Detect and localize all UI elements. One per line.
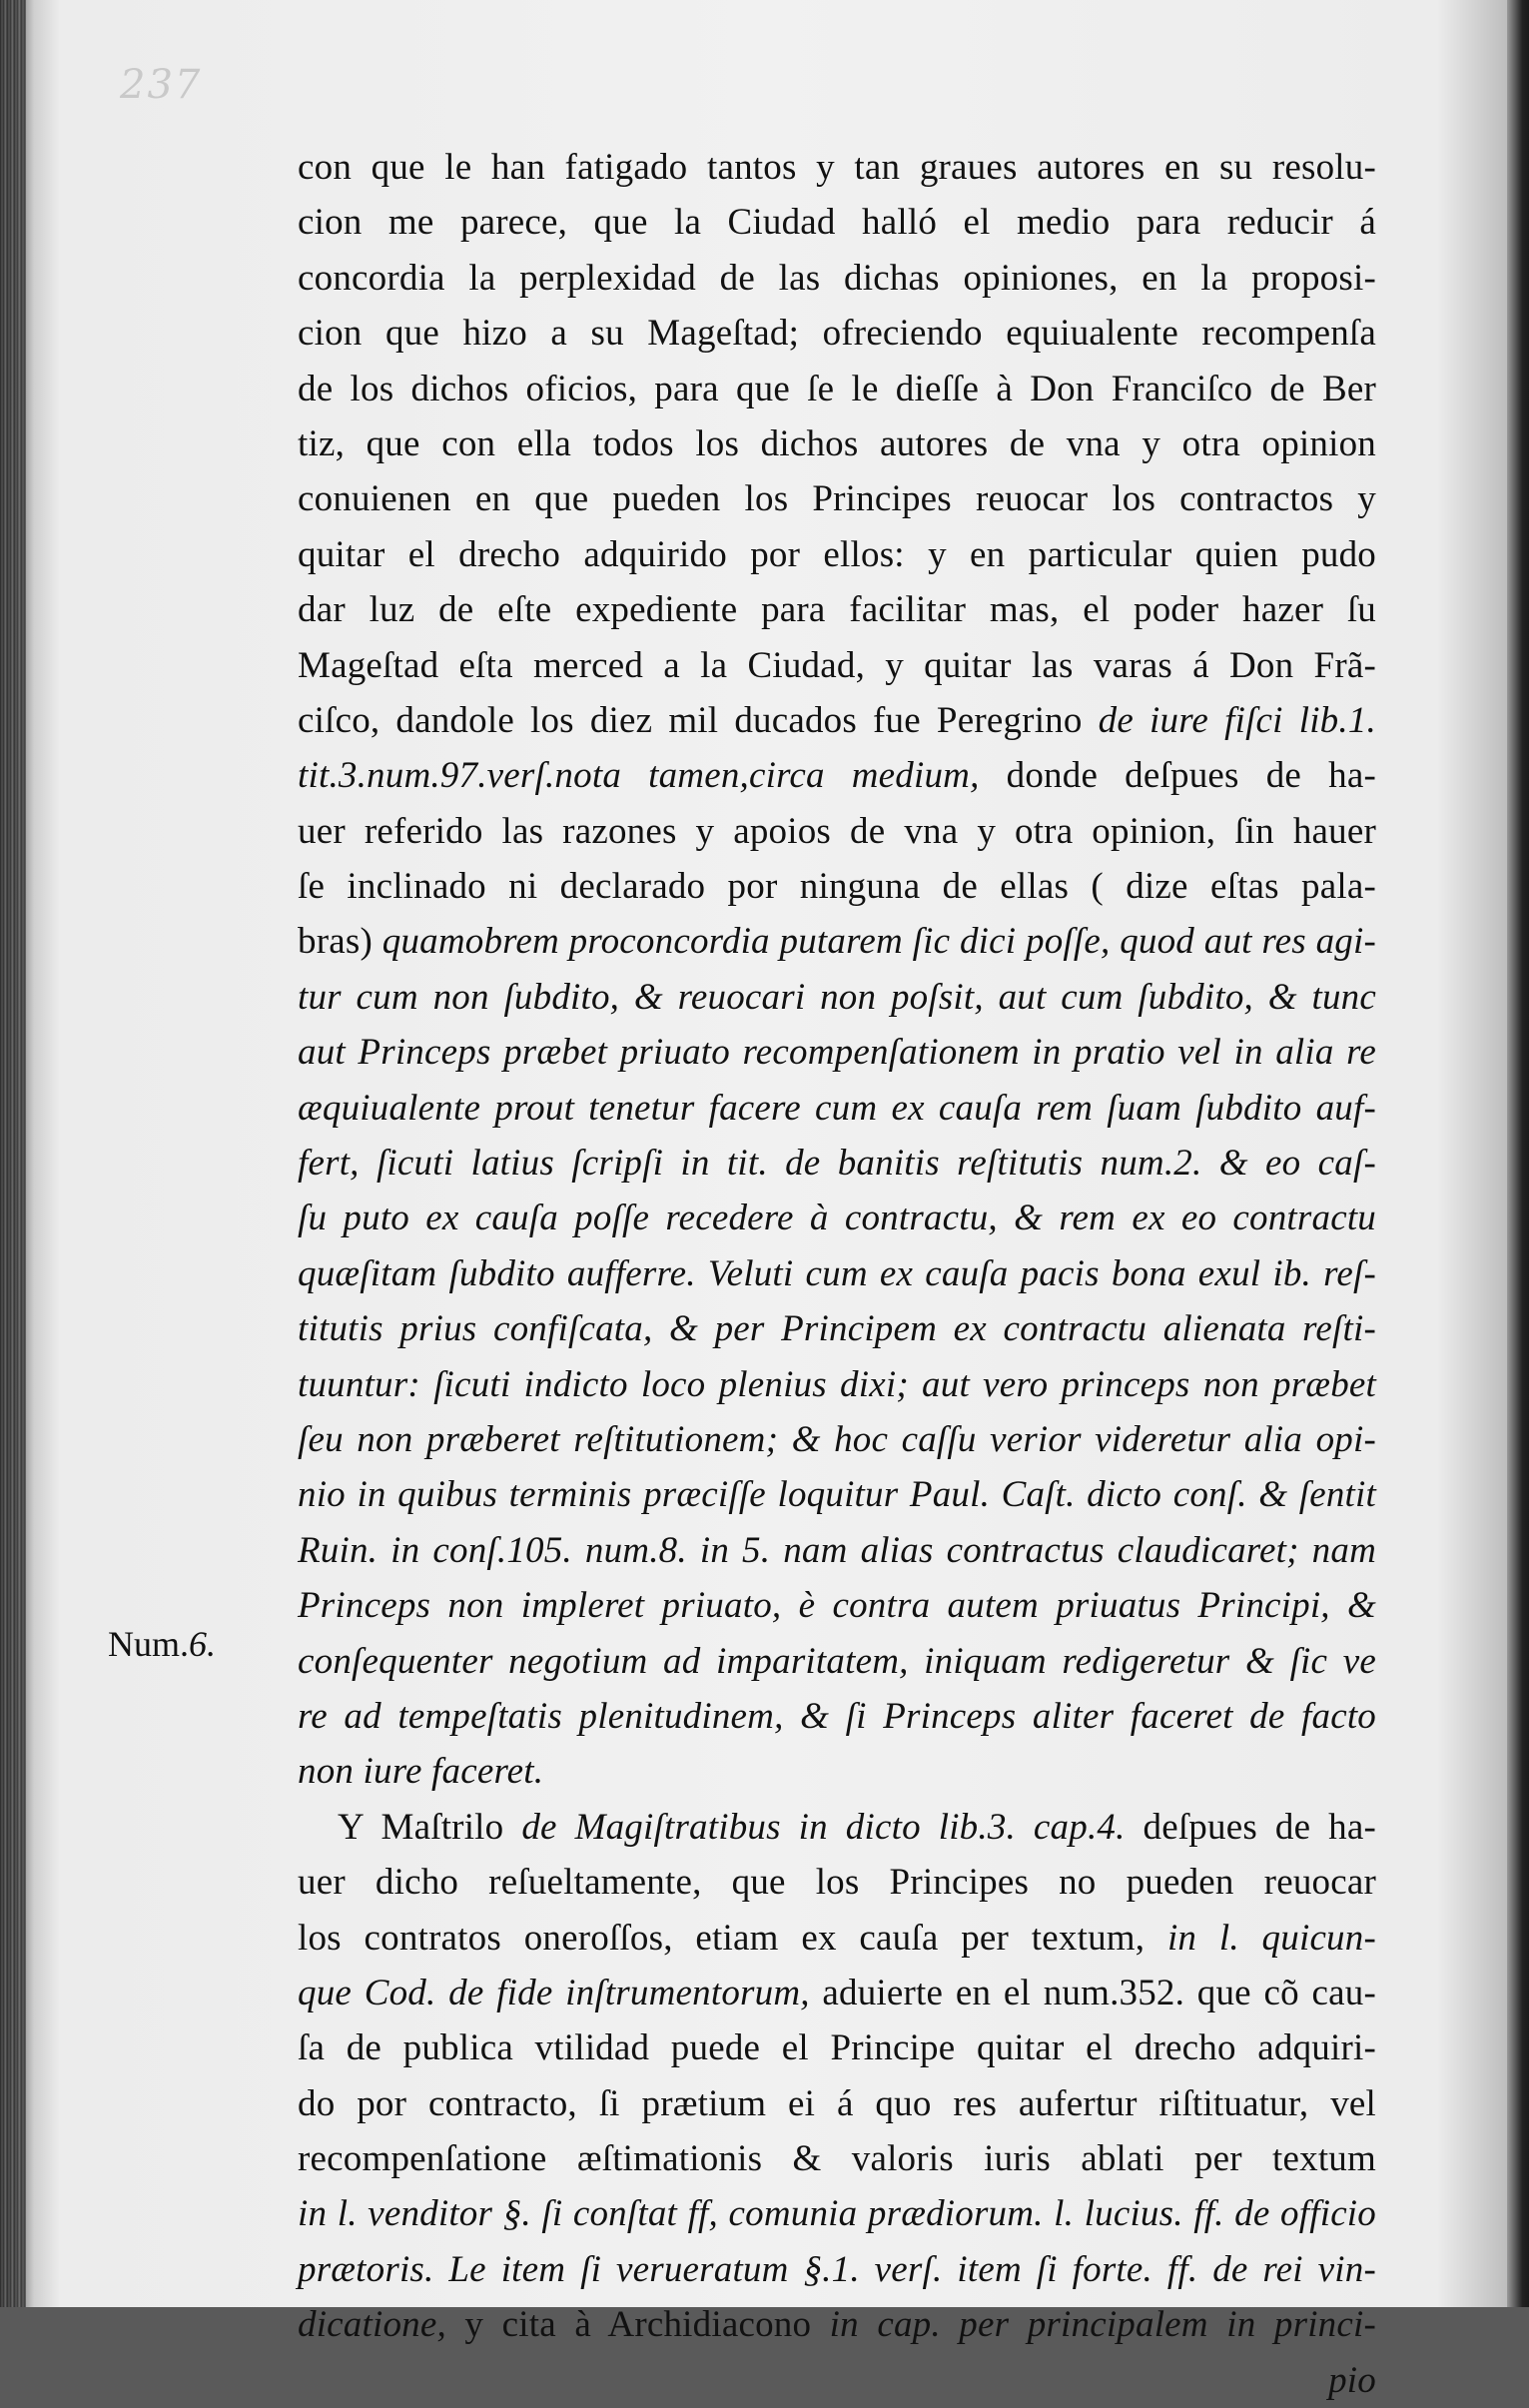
text-line <box>298 638 1376 693</box>
italic-text-segment: conſequenter negotium ad imparitatem, iniquam redigeretur & ſic ve <box>298 1640 1376 1682</box>
italic-text-segment: in cap. per principalem in princi- <box>829 2304 1376 2346</box>
marginal-note <box>108 1623 216 1665</box>
text-line <box>298 748 1376 803</box>
italic-text-segment: de Magiſtratibus in dicto lib.3. cap.4. <box>521 1806 1126 1848</box>
text-line <box>298 2297 1376 2352</box>
text-line <box>298 416 1376 471</box>
text-segment: dar luz de eſte expediente para facilitar mas, el poder hazer ſu <box>298 589 1376 631</box>
marginal-note-number: 6. <box>189 1624 216 1664</box>
text-line <box>298 2020 1376 2075</box>
text-segment: uer referido las razones y apoios de vna y otra opinion, ſin hauer <box>298 810 1376 852</box>
italic-text-segment: pio <box>1328 2359 1376 2401</box>
text-line <box>298 1634 1376 1689</box>
text-segment: y cita à Archidiacono <box>445 2304 830 2346</box>
text-line <box>298 1025 1376 1080</box>
italic-text-segment: que Cod. de fide inſtrumentorum, <box>298 1972 810 2013</box>
italic-text-segment: quamobrem proconcordia putarem ſic dici poſſe, quod aut res agi- <box>382 921 1376 963</box>
italic-text-segment: in l. venditor §. ſi conſtat ff, comunia prædiorum. l. lucius. ff. de officio <box>298 2193 1376 2235</box>
italic-text-segment: aut Princeps præbet priuato recompenſationem in pratio vel in alia re <box>298 1032 1376 1074</box>
text-line <box>298 1800 1376 1855</box>
italic-text-segment: dicatione, <box>298 2304 446 2346</box>
italic-text-segment: ſeu non præberet reſtitutionem; & hoc caſſu verior videretur alia opi- <box>298 1418 1376 1460</box>
text-line <box>298 1966 1376 2020</box>
text-line <box>298 804 1376 859</box>
italic-text-segment: ſu puto ex cauſa poſſe recedere à contractu, & rem ex eo contractu <box>298 1198 1376 1239</box>
text-line <box>298 527 1376 582</box>
text-line <box>298 1523 1376 1578</box>
italic-text-segment: non iure faceret. <box>298 1751 544 1793</box>
text-line <box>298 1246 1376 1301</box>
text-segment: Y Maſtrilo <box>338 1806 522 1848</box>
italic-text-segment: nio in quibus terminis præciſſe loquitur Paul. Caſt. dicto conſ. & ſentit <box>298 1474 1376 1516</box>
text-segment: recompenſatione æſtimationis & valoris iuris ablati per textum <box>298 2138 1376 2180</box>
text-line <box>298 1191 1376 1245</box>
text-segment: quitar el drecho adquirido por ellos: y en particular quien pudo <box>298 533 1376 575</box>
text-line <box>298 1855 1376 1910</box>
text-segment: tiz, que con ella todos los dichos autores de vna y otra opinion <box>298 422 1376 464</box>
text-line <box>298 859 1376 914</box>
text-line <box>298 1136 1376 1191</box>
text-line <box>298 1081 1376 1136</box>
text-line <box>298 1412 1376 1467</box>
italic-text-segment: Princeps non impleret priuato, è contra autem priuatus Principi, & <box>298 1585 1376 1627</box>
italic-text-segment: æquiualente prout tenetur facere cum ex cauſa rem ſuam ſubdito auf- <box>298 1087 1376 1129</box>
text-line <box>298 582 1376 637</box>
text-line <box>298 970 1376 1025</box>
text-segment: cion que hizo a su Mageſtad; ofreciendo equiualente recompenſa <box>298 313 1376 355</box>
text-line <box>298 1911 1376 1966</box>
text-segment: de los dichos oficios, para que ſe le dieſſe à Don Franciſco de Ber <box>298 368 1376 409</box>
italic-text-segment: tit.3.num.97.verſ.nota tamen,circa medium, <box>298 755 980 797</box>
text-line <box>298 914 1376 969</box>
italic-text-segment: quæſitam ſubdito aufferre. Veluti cum ex cauſa pacis bona exul ib. reſ- <box>298 1252 1376 1294</box>
text-segment: ciſco, dandole los diez mil ducados fue Peregrino <box>298 699 1099 741</box>
text-segment: con que le han fatigado tantos y tan graues autores en su resolu- <box>298 147 1376 188</box>
text-segment: conuienen en que pueden los Principes reuocar los contractos y <box>298 478 1376 520</box>
italic-text-segment: de iure fiſci lib.1. <box>1098 699 1376 741</box>
page-binding-edge <box>0 0 26 2307</box>
text-line <box>298 2186 1376 2241</box>
italic-text-segment: titutis prius confiſcata, & per Principem ex contractu alienata reſti- <box>298 1308 1376 1350</box>
text-segment: deſpues de ha- <box>1125 1806 1376 1848</box>
text-line <box>298 1689 1376 1744</box>
text-segment: donde deſpues de ha- <box>979 755 1376 797</box>
text-segment: ſa de publica vtilidad puede el Principe quitar el drecho adquiri- <box>298 2027 1376 2069</box>
text-segment: concordia la perplexidad de las dichas opiniones, en la proposi- <box>298 257 1376 299</box>
text-line <box>298 693 1376 748</box>
text-line <box>298 195 1376 250</box>
text-line <box>298 2353 1376 2408</box>
text-line <box>298 2131 1376 2186</box>
text-line <box>298 1301 1376 1356</box>
italic-text-segment: fert, ſicuti latius ſcripſi in tit. de banitis reſtitutis num.2. & eo caſ- <box>298 1143 1376 1185</box>
text-line <box>298 362 1376 416</box>
text-line <box>298 1467 1376 1522</box>
italic-text-segment: Ruin. in conſ.105. num.8. in 5. nam alias contractus claudicaret; nam <box>298 1529 1376 1571</box>
italic-text-segment: tur cum non ſubdito, & reuocari non poſsit, aut cum ſubdito, & tunc <box>298 976 1376 1018</box>
text-segment: uer dicho reſueltamente, que los Principes no pueden reuocar <box>298 1862 1376 1904</box>
text-line <box>298 2242 1376 2297</box>
text-line <box>298 251 1376 306</box>
body-text <box>298 140 1376 2408</box>
text-segment: aduierte en el num.352. que cõ cau- <box>809 1972 1376 2013</box>
text-line <box>298 2076 1376 2131</box>
text-line <box>298 1744 1376 1799</box>
text-segment: cion me parece, que la Ciudad halló el medio para reducir á <box>298 202 1376 244</box>
text-line <box>298 471 1376 526</box>
text-segment: Mageſtad eſta merced a la Ciudad, y quitar las varas á Don Frã- <box>298 644 1376 686</box>
text-segment: los contratos oneroſſos, etiam ex cauſa per textum, <box>298 1917 1167 1959</box>
text-segment: ſe inclinado ni declarado por ninguna de ellas ( dize eſtas pala- <box>298 866 1376 908</box>
text-line <box>298 306 1376 361</box>
italic-text-segment: in l. quicun- <box>1166 1917 1376 1959</box>
text-line <box>298 1357 1376 1412</box>
text-line <box>298 1578 1376 1633</box>
italic-text-segment: tuuntur: ſicuti indicto loco plenius dixi; aut vero princeps non præbet <box>298 1363 1376 1405</box>
text-segment: bras) <box>298 921 382 963</box>
text-line <box>298 140 1376 195</box>
italic-text-segment: prætoris. Le item ſi verueratum §.1. verſ. item ſi forte. ff. de rei vin- <box>298 2248 1376 2290</box>
page-fore-edge <box>1507 0 1529 2307</box>
text-segment: do por contracto, ſi prætium ei á quo res aufertur riſtituatur, vel <box>298 2082 1376 2124</box>
italic-text-segment: re ad tempeſtatis plenitudinem, & ſi Princeps aliter faceret de facto <box>298 1695 1376 1737</box>
marginal-note-prefix: Num. <box>108 1624 189 1664</box>
page-number: 237 <box>120 62 203 108</box>
